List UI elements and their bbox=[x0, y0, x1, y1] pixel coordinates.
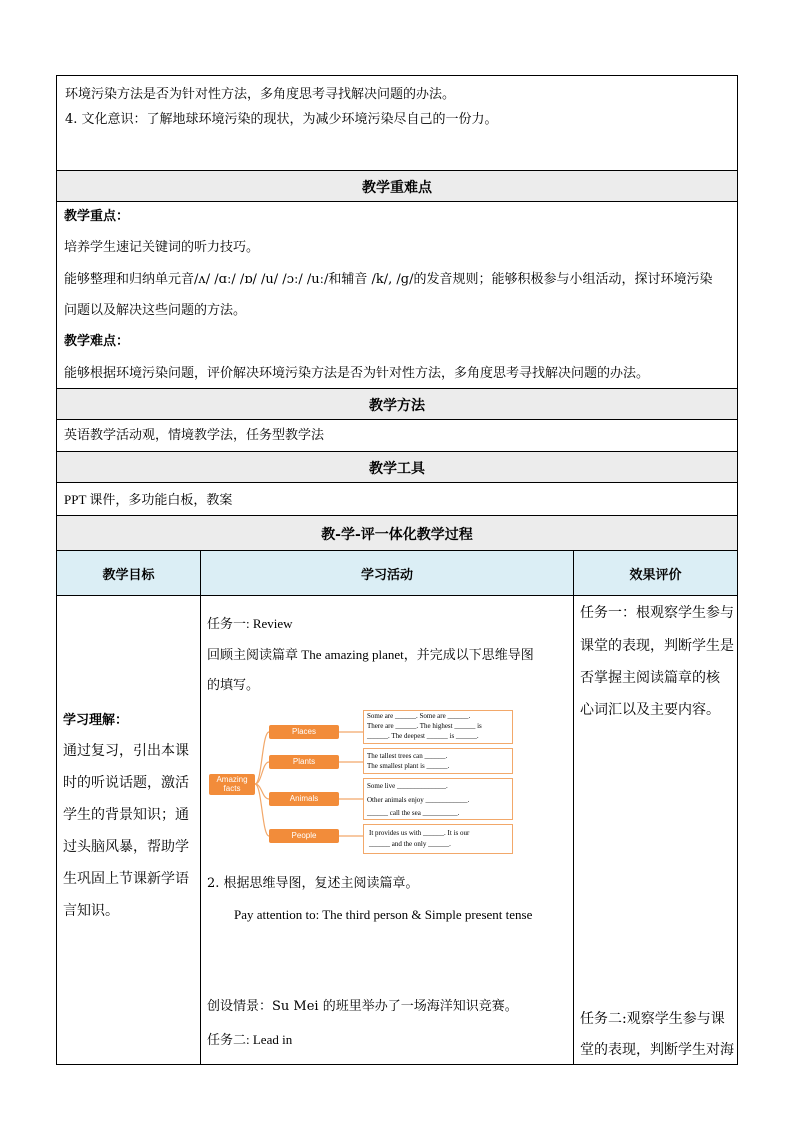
connector-root-branch bbox=[255, 732, 269, 784]
plants-line: The smallest plant is ______. bbox=[367, 762, 450, 770]
difficulty-label: 教学难点： bbox=[64, 334, 130, 349]
goal-line: 生巩固上节课新学语 bbox=[63, 871, 189, 887]
tools-content: PPT 课件，多功能白板，教案 bbox=[64, 492, 233, 507]
objective-line-1: 环境污染方法是否为针对性方法，多角度思考寻找解决问题的办法。 bbox=[65, 87, 456, 102]
animals-line: Some live ______________. bbox=[367, 782, 448, 790]
column-header-activity bbox=[200, 550, 574, 596]
attention-note: Pay attention to: The third person & Simple present tense bbox=[234, 907, 533, 922]
activity-cell bbox=[200, 595, 574, 1065]
goal-title: 学习理解： bbox=[63, 713, 129, 728]
branch-plants: Plants bbox=[269, 755, 339, 769]
places-frame bbox=[363, 710, 513, 744]
goal-line: 时的听说话题，激活 bbox=[63, 775, 189, 791]
difficulty-line-1: 能够根据环境污染问题，评价解决环境污染方法是否为针对性方法，多角度思考寻找解决问题的办法。 bbox=[64, 366, 650, 381]
column-header-goal-label: 教学目标 bbox=[102, 568, 155, 583]
column-header-activity-label: 学习活动 bbox=[360, 568, 413, 583]
task2-title: 任务二: Lead in bbox=[207, 1032, 293, 1047]
focus-label: 教学重点： bbox=[64, 209, 130, 224]
scenario: 创设情景：Su Mei 的班里举办了一场海洋知识竞赛。 bbox=[207, 999, 518, 1014]
places-line: ______. The deepest ______ is ______. bbox=[367, 732, 479, 740]
key-points-title: 教学重难点 bbox=[362, 180, 432, 196]
goal-line: 学生的背景知识；通 bbox=[63, 807, 189, 823]
people-frame bbox=[363, 824, 513, 854]
places-line: Some are ______. Some are ______. bbox=[367, 712, 471, 720]
places-line: There are ______. The highest ______ is bbox=[367, 722, 482, 730]
branch-people: People bbox=[269, 829, 339, 843]
evaluation-line: 任务二:观察学生参与课 bbox=[580, 1011, 725, 1027]
evaluation-line: 否掌握主阅读篇章的核 bbox=[580, 670, 720, 686]
animals-line: ______ call the sea __________. bbox=[367, 809, 460, 817]
goal-line: 言知识。 bbox=[63, 903, 119, 919]
goal-line: 过头脑风暴，帮助学 bbox=[63, 839, 189, 855]
key-points-header bbox=[56, 170, 738, 202]
process-header bbox=[56, 515, 738, 551]
animals-frame bbox=[363, 778, 513, 820]
methods-title: 教学方法 bbox=[369, 398, 425, 414]
process-title: 教-学-评一体化教学过程 bbox=[321, 527, 473, 543]
task1-title: 任务一: Review bbox=[207, 616, 293, 631]
step-2: 2. 根据思维导图，复述主阅读篇章。 bbox=[207, 876, 419, 891]
task1-line-2: 的填写。 bbox=[207, 678, 260, 693]
evaluation-line: 心词汇以及主要内容。 bbox=[580, 702, 720, 718]
goal-cell bbox=[56, 595, 201, 1065]
goal-line: 通过复习，引出本课 bbox=[63, 743, 189, 759]
methods-header bbox=[56, 388, 738, 420]
plants-frame bbox=[363, 748, 513, 774]
focus-line-3: 问题以及解决这些问题的方法。 bbox=[64, 303, 247, 318]
people-line: It provides us with ______. It is our bbox=[369, 829, 470, 837]
branch-places: Places bbox=[269, 725, 339, 739]
tools-cell bbox=[56, 482, 738, 516]
task1-line-1: 回顾主阅读篇章 The amazing planet，并完成以下思维导图 bbox=[207, 647, 534, 662]
evaluation-line: 任务一：根观察学生参与 bbox=[580, 605, 734, 621]
column-header-goal bbox=[56, 550, 201, 596]
tools-title: 教学工具 bbox=[369, 461, 425, 477]
tools-header bbox=[56, 451, 738, 483]
people-line: ______ and the only ______. bbox=[369, 840, 451, 848]
evaluation-line: 堂的表现，判断学生对海 bbox=[580, 1042, 734, 1058]
animals-line: Other animals enjoy ____________. bbox=[367, 796, 470, 804]
column-header-evaluation bbox=[573, 550, 738, 596]
objective-line-2: 4. 文化意识：了解地球环境污染的现状，为减少环境污染尽自己的一份力。 bbox=[65, 112, 498, 127]
key-points-cell bbox=[56, 201, 738, 389]
column-header-evaluation-label: 效果评价 bbox=[629, 568, 682, 583]
mind-map-root: Amazing facts bbox=[209, 774, 255, 795]
focus-line-2: 能够整理和归纳单元音/ʌ/ /ɑː/ /ɒ/ /u/ /ɔː/ /uː/和辅音 /k/, /g/的发音规则；能够积极参与小组活动，探讨环境污染 bbox=[64, 272, 713, 287]
methods-content: 英语教学活动观，情境教学法，任务型教学法 bbox=[64, 428, 325, 443]
plants-line: The tallest trees can ______. bbox=[367, 752, 448, 760]
evaluation-cell bbox=[573, 595, 738, 1065]
objectives-cell bbox=[56, 75, 738, 171]
methods-cell bbox=[56, 419, 738, 452]
mind-map bbox=[207, 706, 517, 858]
focus-line-1: 培养学生速记关键词的听力技巧。 bbox=[64, 240, 260, 255]
evaluation-line: 课堂的表现，判断学生是 bbox=[580, 638, 734, 654]
branch-animals: Animals bbox=[269, 792, 339, 806]
